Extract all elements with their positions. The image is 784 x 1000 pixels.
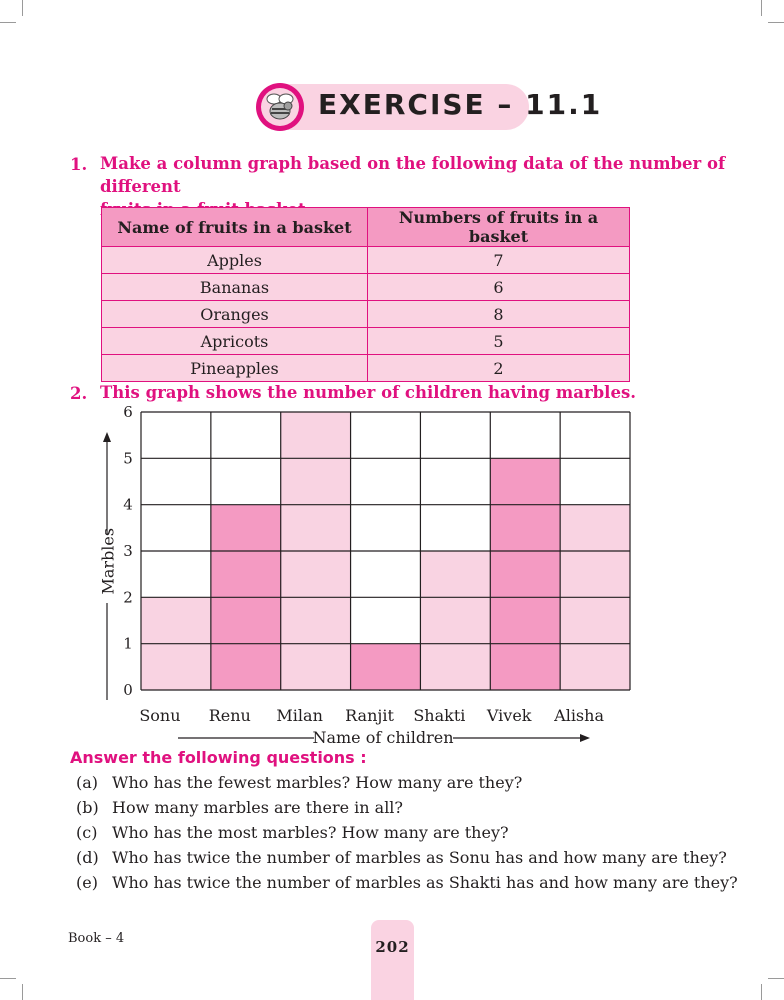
bar-shakti (420, 551, 490, 690)
table-cell: 2 (368, 355, 630, 382)
table-cell: Bananas (102, 274, 368, 301)
sub-question-text: Who has twice the number of marbles as Shakti has and how many are they? (112, 873, 738, 892)
x-tick-label: Vivek (486, 706, 532, 725)
x-tick-label: Renu (208, 706, 251, 725)
bar-vivek (490, 458, 560, 690)
fruit-table (101, 207, 630, 382)
sub-question (76, 873, 738, 892)
crop-mark (761, 0, 762, 16)
y-axis-label: Marbles (98, 527, 118, 595)
table-header-row (102, 208, 630, 247)
question-2-text: This graph shows the number of children having marbles. (100, 383, 636, 402)
table-row (102, 328, 630, 355)
table-cell: Pineapples (102, 355, 368, 382)
table-header-fruit-count: Numbers of fruits in a basket (368, 208, 630, 247)
y-axis-arrowhead (103, 432, 111, 442)
table-cell: 7 (368, 247, 630, 274)
y-tick-label: 0 (123, 681, 133, 699)
x-tick-label: Shakti (413, 706, 466, 725)
table-cell: Oranges (102, 301, 368, 328)
crop-mark (0, 22, 16, 23)
page-number: 202 (375, 938, 410, 956)
table-cell: Apples (102, 247, 368, 274)
y-tick-label: 4 (123, 495, 133, 514)
y-tick-label: 6 (123, 403, 133, 421)
question-2-number: 2. (70, 384, 88, 403)
answers-heading: Answer the following questions : (70, 748, 367, 767)
crop-mark (768, 22, 784, 23)
question-1-line-1: Make a column graph based on the following data of the number of different (100, 154, 726, 196)
table-cell: 6 (368, 274, 630, 301)
x-tick-label: Sonu (139, 706, 181, 725)
sub-question-text: Who has the fewest marbles? How many are they? (112, 773, 523, 792)
sub-question (76, 773, 522, 792)
table-row (102, 301, 630, 328)
sub-question-letter: (a) (76, 773, 99, 792)
question-1-number: 1. (70, 155, 88, 174)
table-header-fruit-name: Name of fruits in a basket (102, 208, 368, 247)
sub-question-letter: (b) (76, 798, 99, 817)
sub-question (76, 848, 727, 867)
bar-milan (281, 412, 351, 690)
sub-question-letter: (e) (76, 873, 98, 892)
bar-renu (211, 505, 281, 690)
bar-sonu (141, 597, 211, 690)
crop-mark (0, 978, 16, 979)
crop-mark (768, 978, 784, 979)
x-axis-label: Name of children (312, 728, 454, 747)
y-tick-label: 2 (123, 588, 133, 607)
sub-question-text: Who has twice the number of marbles as Sonu has and how many are they? (112, 848, 727, 867)
table-cell: 8 (368, 301, 630, 328)
crop-mark (22, 0, 23, 16)
x-axis-arrowhead (580, 734, 590, 742)
x-tick-label: Ranjit (345, 706, 394, 725)
page-number-tab (371, 920, 414, 1000)
table-row (102, 355, 630, 382)
y-tick-label: 3 (123, 542, 133, 560)
footer-book-label: Book – 4 (68, 931, 125, 946)
table-cell: 5 (368, 328, 630, 355)
bar-ranjit (351, 644, 421, 690)
sub-question-letter: (d) (76, 848, 99, 867)
sub-question (76, 798, 403, 817)
exercise-title: EXERCISE – 11.1 (318, 88, 603, 121)
x-tick-label: Milan (276, 706, 323, 725)
crop-mark (761, 984, 762, 1000)
sub-question-letter: (c) (76, 823, 98, 842)
table-cell: Apricots (102, 328, 368, 355)
y-tick-label: 5 (123, 449, 133, 468)
sub-question-text: Who has the most marbles? How many are they? (112, 823, 509, 842)
bar-alisha (560, 505, 630, 690)
bee-icon (255, 82, 305, 132)
y-tick-label: 1 (123, 634, 133, 653)
sub-question (76, 823, 509, 842)
sub-question-text: How many marbles are there in all? (112, 798, 403, 817)
crop-mark (22, 984, 23, 1000)
table-row (102, 274, 630, 301)
x-tick-label: Alisha (554, 706, 604, 725)
table-row (102, 247, 630, 274)
